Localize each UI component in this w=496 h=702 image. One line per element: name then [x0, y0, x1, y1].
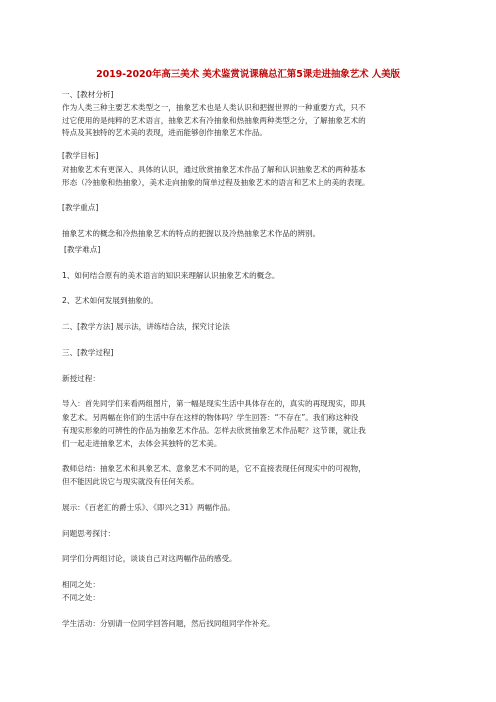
paragraph-line: 有现实形象的可辨性的作品为抽象艺术作品。怎样去欣赏抽象艺术作品呢？这节课，就让我: [62, 426, 366, 435]
paragraph-line: 抽象艺术的概念和冷热抽象艺术的特点的把握以及冷热抽象艺术作品的辨别。: [62, 229, 321, 238]
paragraph-line: 相同之处：: [62, 580, 100, 589]
paragraph-line: 同学们分两组讨论，谈谈自己对这两幅作品的感受。: [62, 554, 237, 563]
paragraph-line: 特点及其独特的艺术美的表现，进而能够创作抽象艺术作品。: [62, 128, 268, 137]
paragraph-line: 过它使用的是纯粹的艺术语言，抽象艺术有冷抽象和热抽象两种类型之分，了解抽象艺术的: [62, 116, 366, 125]
paragraph-line: 新授过程：: [62, 374, 100, 383]
paragraph-line: 不同之处：: [62, 593, 100, 602]
paragraph-line: 但不能因此说它与现实就没有任何关系。: [62, 477, 199, 486]
section-heading-difficult-points: [教学难点]: [64, 245, 101, 254]
paragraph-line: 学生活动：分别请一位同学回答问题，然后找同组同学作补充。: [62, 619, 275, 628]
paragraph-line: 教师总结：抽象艺术和具象艺术、意象艺术不同的是，它不直接表现任何现实中的可视物，: [62, 464, 366, 473]
list-item: 2、艺术如何发展到抽象的。: [62, 296, 158, 305]
section-heading-teaching-process: 三、[教学过程]: [62, 348, 114, 357]
section-heading-teaching-goals: [教学目标]: [62, 151, 99, 160]
paragraph-line: 展示：《百老汇的爵士乐》、《即兴之31》两幅作品。: [62, 503, 235, 512]
paragraph-line: 形态（冷抽象和热抽象），美术走向抽象的简单过程及抽象艺术的语言和艺术上的美的表现。: [62, 178, 370, 187]
paragraph-line: 们一起走进抽象艺术，去体会其独特的艺术美。: [62, 439, 222, 448]
paragraph-line: 导入：首先同学们来看两组图片，第一幅是现实生活中具体存在的，真实的再现现实，即具: [62, 399, 366, 408]
list-item: 1、如何结合原有的美术语言的知识来理解认识抽象艺术的概念。: [62, 271, 280, 280]
document-title: 2019-2020年高三美术 美术鉴赏说课稿总汇第5课走进抽象艺术 人美版: [96, 69, 400, 80]
paragraph-line: 象艺术。另两幅在你们的生活中存在这样的物体吗？学生回答：“不存在”。我们称这种没: [62, 413, 359, 422]
section-heading-textbook-analysis: 一、[教材分析]: [62, 90, 114, 99]
section-heading-key-points: [教学重点]: [62, 203, 99, 212]
paragraph-line: 作为人类三种主要艺术类型之一，抽象艺术也是人类认识和把握世界的一种重要方式，只不: [62, 103, 366, 112]
section-heading-teaching-methods: 二、[教学方法] 展示法，讲练结合法，探究讨论法: [62, 322, 230, 331]
paragraph-line: 对抽象艺术有更深入、具体的认识，通过欣赏抽象艺术作品了解和认识抽象艺术的两种基本: [62, 165, 366, 174]
paragraph-line: 问题思考探讨：: [62, 529, 116, 538]
